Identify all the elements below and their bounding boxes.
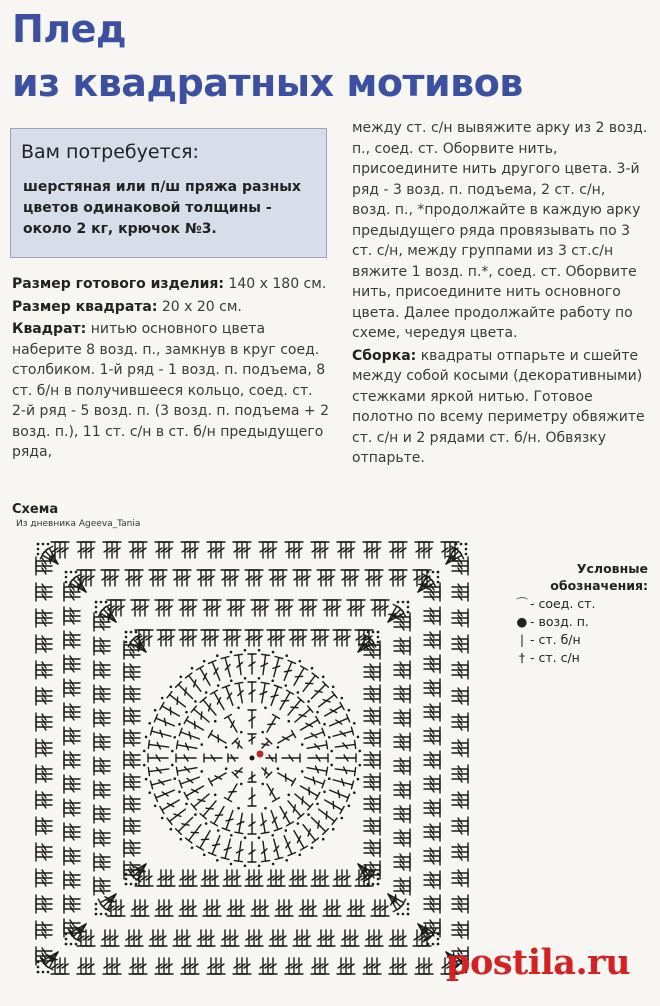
page-title (12, 2, 523, 110)
materials-box (10, 128, 327, 258)
legend-title-line-2: обозначения: (550, 578, 648, 593)
size-label: Размер готового изделия: (12, 276, 225, 292)
legend (514, 560, 654, 666)
kvadrat-text: нитью основного цвета наберите 8 возд. п., замкнув в круг соед. столбиком. 1-й ряд - 1 возд. п. подъема, 8 ст. б/н в получившееся кольцо, соед. ст. 2-й ряд - 5 возд. п. (3 возд. п. подъема + 2 возд. п.), 11 ст. с/н в ст. б/н предыдущего ряда, (12, 321, 329, 460)
title-line-2: из квадратных мотивов (12, 61, 523, 105)
size-value: 140 х 180 см. (224, 276, 327, 292)
watermark-logo: postila.ru (446, 942, 631, 983)
legend-item-double-crochet (514, 649, 654, 666)
materials-text: шерстяная или п/ш пряжа разных цветов одинаковой толщины - около 2 кг, крючок №3. (23, 179, 301, 237)
square-value: 20 х 20 см. (157, 298, 242, 315)
square-paragraph (12, 297, 330, 318)
kvadrat-paragraph (12, 319, 330, 463)
legend-label: - возд. п. (530, 614, 589, 629)
legend-title (514, 560, 654, 594)
assembly-label: Сборка: (352, 347, 417, 364)
legend-label: - соед. ст. (530, 596, 596, 611)
right-column (352, 118, 648, 471)
slip-stitch-icon: ⌒ (515, 596, 529, 611)
kvadrat-label: Квадрат: (12, 321, 87, 337)
legend-title-line-1: Условные (576, 561, 648, 576)
double-crochet-icon: † (518, 650, 526, 665)
legend-label: - ст. с/н (530, 650, 580, 665)
legend-item-slip-stitch (514, 595, 654, 612)
chain-dot-icon: ● (516, 614, 528, 629)
schema-label: Схема (12, 502, 59, 517)
legend-item-chain (514, 613, 654, 630)
square-label: Размер квадрата: (12, 298, 158, 315)
crochet-diagram (12, 530, 492, 992)
title-line-1: Плед (12, 7, 127, 51)
schema-credit: Из дневника Ageeva_Tania (16, 519, 141, 529)
single-crochet-icon: | (519, 632, 525, 647)
instructions-continued: между ст. с/н вывяжите арку из 2 возд. п., соед. ст. Оборвите нить, присоедините нить другого цвета. 3-й ряд - 3 возд. п. подъема, 2 ст. с/н, возд. п., *продолжайте в каждую арку предыдущего ряда провязывать по 3 ст. с/н, между группами из 3 ст.с/н вяжите 1 возд. п.*, соед. ст. Оборвите нить, присоедините нить основного цвета. Далее продолжайте работу по схеме, чередуя цвета. (352, 120, 648, 341)
assembly-paragraph (352, 346, 648, 469)
assembly-text: квадраты отпарьте и сшейте между собой косыми (декоративными) стежками яркой нитью. Готовое полотно по всему периметру обвяжите ст. с/н и 2 рядами ст. б/н. Обвязку отпарьте. (352, 347, 645, 466)
size-paragraph (12, 274, 330, 295)
legend-label: - ст. б/н (530, 632, 581, 647)
materials-heading: Вам потребуется: (21, 141, 199, 163)
left-column (12, 274, 330, 465)
legend-item-single-crochet (514, 631, 654, 648)
